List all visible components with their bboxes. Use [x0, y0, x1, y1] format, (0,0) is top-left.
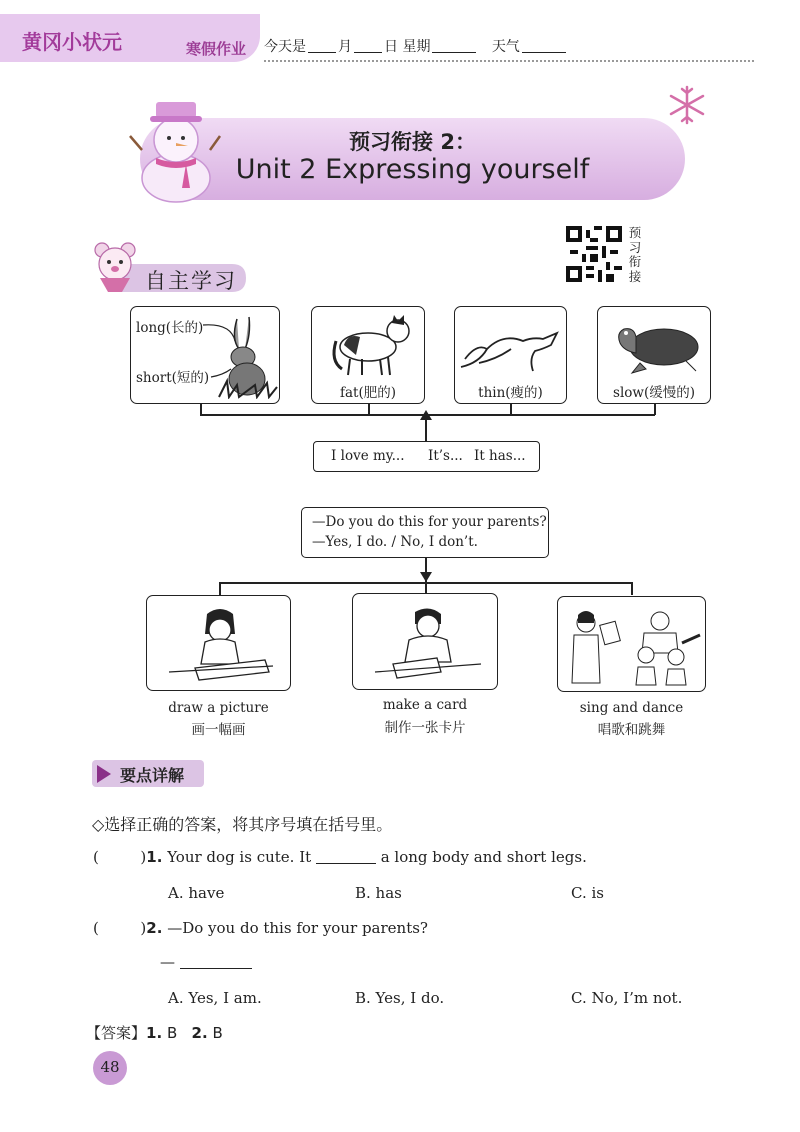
- caption-thin: thin(瘦的): [478, 385, 543, 401]
- cat-icon: [326, 311, 416, 377]
- lesson-title-line2: Unit 2 Expressing yourself: [235, 154, 590, 185]
- activity-draw-zh: 画一幅画: [191, 722, 246, 738]
- brand-logo-text: 黄冈小状元: [22, 30, 122, 54]
- animal-box-turtle: [597, 306, 711, 404]
- q1-option-b[interactable]: B. has: [355, 884, 402, 902]
- play-triangle-icon: [97, 765, 111, 783]
- header-divider: [264, 60, 754, 62]
- q2-row: [93, 919, 428, 937]
- answer-1-number: 1.: [146, 1024, 163, 1042]
- q1-option-a[interactable]: A. have: [168, 884, 225, 902]
- turtle-icon: [606, 313, 704, 375]
- day-label: 日: [384, 39, 398, 55]
- q1-option-c[interactable]: C. is: [571, 884, 604, 902]
- dialog-question: —Do you do this for your parents?: [312, 514, 547, 530]
- answer-1: B: [166, 1024, 178, 1042]
- label-long: long(长的): [136, 320, 204, 336]
- weekday-blank[interactable]: [432, 38, 476, 53]
- month-label: 月: [338, 39, 352, 55]
- today-label: 今天是: [264, 39, 306, 55]
- q2-blank[interactable]: [180, 968, 252, 969]
- pattern-i-love-my: I love my...: [331, 448, 405, 464]
- activity-sing-en: sing and dance: [579, 700, 684, 716]
- dialog-box: [301, 507, 549, 558]
- qr-code[interactable]: [566, 226, 622, 282]
- q1-paren-close: ): [140, 848, 147, 866]
- q2-stem: —Do you do this for your parents?: [167, 919, 428, 937]
- animal-box-rabbit: [130, 306, 280, 404]
- girl-drawing-icon: [165, 606, 275, 684]
- activity-draw-en: draw a picture: [168, 700, 269, 716]
- activity-box-sing: [557, 596, 706, 692]
- q1-number: 1.: [146, 848, 163, 866]
- dialog-answer: —Yes, I do. / No, I don’t.: [312, 534, 478, 550]
- activity-card-zh: 制作一张卡片: [384, 720, 466, 736]
- lesson-title-line1: 预习衔接 2：: [349, 130, 476, 154]
- q1-blank[interactable]: [316, 863, 376, 864]
- section-key-points-label: 要点详解: [120, 766, 185, 785]
- pattern-it-has: It has...: [474, 448, 526, 464]
- bear-mascot-icon: [88, 240, 146, 294]
- activity-box-draw: [146, 595, 291, 691]
- snowflake-icon: [666, 84, 708, 126]
- q2-dash: —: [160, 953, 175, 971]
- q1-stem-before: Your dog is cute. It: [167, 848, 312, 866]
- q1-stem-after: a long body and short legs.: [380, 848, 587, 866]
- q1-paren-open: (: [93, 848, 99, 866]
- family-singing-icon: [564, 603, 702, 687]
- weather-blank[interactable]: [522, 38, 566, 53]
- animal-box-dog: [454, 306, 567, 404]
- series-label: 寒假作业: [186, 40, 247, 58]
- answer-2-number: 2.: [191, 1024, 208, 1042]
- caption-slow: slow(缓慢的): [613, 385, 695, 401]
- qr-caption: 预习衔接: [628, 225, 642, 284]
- arrow-down-icon: [420, 572, 432, 582]
- q2-option-a[interactable]: A. Yes, I am.: [168, 989, 262, 1007]
- label-short: short(短的): [136, 370, 210, 386]
- pointer-arcs: [201, 315, 241, 385]
- answer-2: B: [212, 1024, 223, 1042]
- q1-row: [93, 848, 587, 866]
- q2-paren-open: (: [93, 919, 99, 937]
- q2-paren-close: ): [140, 919, 147, 937]
- page-number: 48: [100, 1058, 120, 1076]
- brand-logo: [20, 22, 190, 58]
- activity-box-card: [352, 593, 498, 690]
- date-line: [264, 36, 568, 56]
- exercise-instruction: ◇选择正确的答案，将其序号填在括号里。: [92, 815, 393, 834]
- section-self-study-label: 自主学习: [145, 269, 237, 293]
- pattern-its: It’s...: [428, 448, 463, 464]
- connector: [631, 582, 633, 595]
- weather-label: 天气: [491, 39, 520, 55]
- day-blank[interactable]: [354, 38, 382, 53]
- connector: [219, 582, 221, 595]
- month-blank[interactable]: [308, 38, 336, 53]
- activity-card-en: make a card: [382, 697, 468, 713]
- greyhound-icon: [459, 319, 563, 373]
- arrow-up-icon: [420, 410, 432, 420]
- q2-reply-row: [160, 953, 252, 971]
- answer-label: 【答案】: [86, 1024, 147, 1042]
- answer-row: [86, 1022, 223, 1043]
- sentence-pattern-box: [313, 441, 540, 472]
- boy-making-card-icon: [371, 602, 483, 684]
- q2-option-b[interactable]: B. Yes, I do.: [355, 989, 445, 1007]
- q2-option-c[interactable]: C. No, I’m not.: [571, 989, 683, 1007]
- q2-number: 2.: [146, 919, 163, 937]
- caption-fat: fat(肥的): [339, 385, 396, 401]
- activity-sing-zh: 唱歌和跳舞: [597, 722, 666, 738]
- weekday-label: 星期: [402, 39, 431, 55]
- animal-box-cat: [311, 306, 425, 404]
